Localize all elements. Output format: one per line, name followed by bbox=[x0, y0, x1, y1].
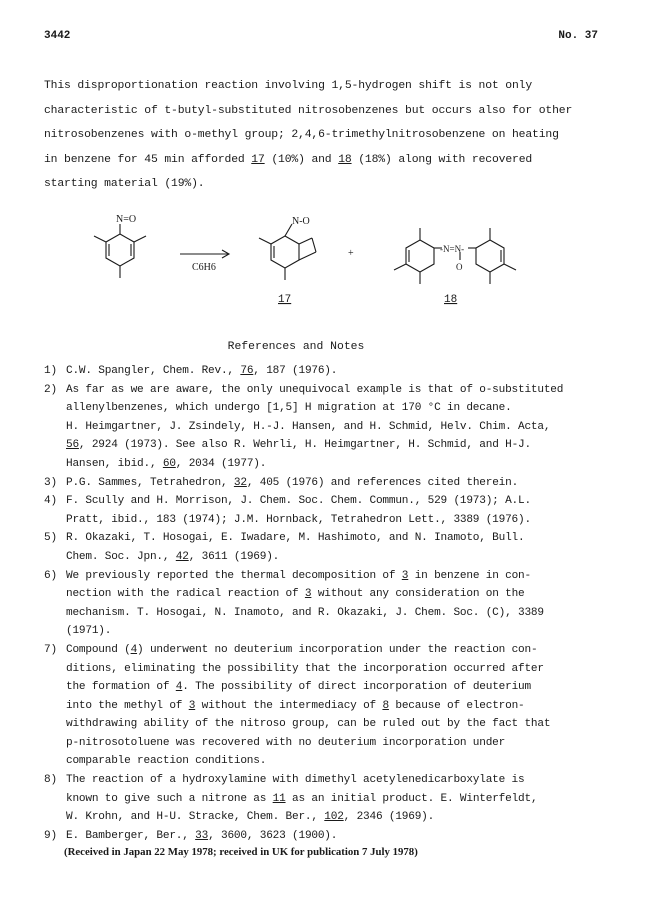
compound-number: 18 bbox=[338, 153, 352, 166]
azoxy-oxygen-label: O bbox=[456, 262, 463, 272]
plus-sign: + bbox=[348, 248, 354, 259]
text-segment: P.G. Sammes, Tetrahedron, bbox=[66, 476, 234, 489]
nitroso-atoms-label: N=O bbox=[116, 214, 137, 225]
intro-paragraph bbox=[44, 74, 634, 197]
text-segment: allenylbenzenes, which undergo [1,5] H migration at 170 °C in decane. bbox=[66, 402, 512, 415]
received-note: (Received in Japan 22 May 1978; received in UK for publication 7 July 1978) bbox=[64, 846, 418, 858]
text-segment: because of electron- bbox=[388, 699, 525, 712]
reference-line bbox=[44, 734, 644, 753]
text-segment: Hansen, ibid., bbox=[66, 457, 163, 470]
text-segment: This disproportionation reaction involving 1,5-hydrogen shift is not only bbox=[44, 80, 533, 92]
text-segment: mechanism. T. Hosogai, N. Inamoto, and R. Okazaki, J. Chem. Soc. (C), 3389 bbox=[66, 606, 544, 619]
reference-number: 9) bbox=[44, 829, 57, 842]
compound-number: 3 bbox=[188, 699, 196, 712]
text-segment: Chem. Soc. Jpn., bbox=[66, 550, 176, 563]
reference-number: 8) bbox=[44, 774, 57, 787]
reference-line bbox=[44, 752, 644, 771]
text-segment: We previously reported the thermal decomposition of bbox=[66, 569, 402, 582]
reference-number: 4) bbox=[44, 495, 57, 508]
text-segment: F. Scully and H. Morrison, J. Chem. Soc. Chem. Commun., 529 (1973); A.L. bbox=[66, 495, 531, 508]
compound-number: 3 bbox=[304, 588, 312, 601]
reference-number: 3) bbox=[44, 476, 57, 489]
text-segment: , 2924 (1973). See also R. Wehrli, H. Heimgartner, H. Schmid, and H-J. bbox=[78, 439, 531, 452]
paragraph-line bbox=[44, 99, 634, 124]
reference-line bbox=[44, 697, 644, 716]
text-segment: withdrawing ability of the nitroso group, can be ruled out by the fact that bbox=[66, 718, 551, 731]
reference-number: 6) bbox=[44, 569, 57, 582]
product-18-structure bbox=[394, 228, 516, 284]
reference-line bbox=[44, 622, 644, 641]
text-segment: E. Bamberger, Ber., bbox=[66, 829, 196, 842]
text-segment: The reaction of a hydroxylamine with dimethyl acetylenedicarboxylate is bbox=[66, 774, 525, 787]
text-segment: (10%) and bbox=[264, 153, 339, 166]
compound-number: 42 bbox=[175, 550, 189, 563]
compound-number: 8 bbox=[382, 699, 389, 712]
text-segment: , 187 (1976). bbox=[253, 365, 338, 377]
text-segment: without the intermediacy of bbox=[195, 699, 383, 712]
paragraph-line bbox=[44, 123, 634, 148]
product-18-label: 18 bbox=[444, 294, 458, 306]
reference-item bbox=[44, 771, 644, 827]
reference-line bbox=[44, 548, 644, 567]
reference-line bbox=[44, 474, 644, 493]
text-segment: H. Heimgartner, J. Zsindely, H.-J. Hansen, and H. Schmid, Helv. Chim. Acta, bbox=[66, 420, 551, 433]
product-17-label: 17 bbox=[278, 294, 292, 306]
compound-number: 76 bbox=[240, 365, 254, 377]
text-segment: into the methyl of bbox=[66, 699, 189, 712]
text-segment: , 3600, 3623 (1900). bbox=[208, 829, 338, 842]
reference-number: 2) bbox=[44, 383, 57, 396]
reference-number: 7) bbox=[44, 643, 57, 656]
reference-line bbox=[44, 362, 644, 381]
compound-number: 3 bbox=[401, 569, 409, 582]
reference-line bbox=[44, 567, 644, 586]
product-17-structure bbox=[259, 224, 316, 280]
reference-line bbox=[44, 790, 644, 809]
compound-number: 60 bbox=[162, 457, 176, 470]
reference-line bbox=[44, 492, 644, 511]
text-segment: (1971). bbox=[66, 625, 112, 638]
compound-number: 56 bbox=[66, 439, 79, 452]
text-segment: comparable reaction conditions. bbox=[66, 755, 267, 768]
compound-number: 4 bbox=[130, 643, 138, 656]
text-segment: , 405 (1976) and references cited therein. bbox=[246, 476, 519, 489]
paragraph-line bbox=[44, 74, 634, 99]
compound-number: 4 bbox=[175, 681, 183, 694]
text-segment: as an initial product. E. Winterfeldt, bbox=[285, 792, 538, 805]
reference-line bbox=[44, 529, 644, 548]
reference-item bbox=[44, 529, 644, 566]
text-segment: nection with the radical reaction of bbox=[66, 588, 305, 601]
reference-item bbox=[44, 381, 644, 474]
text-segment: without any consideration on the bbox=[311, 588, 525, 601]
reference-line bbox=[44, 604, 644, 623]
reference-line bbox=[44, 641, 644, 660]
compound-number: 32 bbox=[233, 476, 247, 489]
text-segment: nitrosobenzenes with o-methyl group; 2,4,6-trimethylnitrosobenzene on heating bbox=[44, 129, 559, 142]
azoxy-atoms-label: -N=N- bbox=[440, 244, 465, 254]
text-segment: in benzene in con- bbox=[408, 569, 531, 582]
reference-item bbox=[44, 492, 644, 529]
references-list bbox=[44, 362, 644, 845]
compound-number: 33 bbox=[195, 829, 209, 842]
reference-item bbox=[44, 567, 644, 641]
reactant-structure bbox=[94, 224, 146, 278]
reference-line bbox=[44, 455, 644, 474]
reference-line bbox=[44, 418, 644, 437]
text-segment: known to give such a nitrone as bbox=[66, 792, 273, 805]
reference-line bbox=[44, 771, 644, 790]
reaction-scheme-drawing bbox=[80, 210, 600, 310]
reference-number: 1) bbox=[44, 365, 57, 377]
reagent-label: C6H6 bbox=[192, 262, 216, 273]
text-segment: ) underwent no deuterium incorporation under the reaction con- bbox=[137, 643, 538, 656]
reference-item bbox=[44, 474, 644, 493]
text-segment: W. Krohn, and H-U. Stracke, Chem. Ber., bbox=[66, 811, 325, 824]
text-segment: p-nitrosotoluene was recovered with no deuterium incorporation under bbox=[66, 736, 506, 749]
text-segment: (18%) along with recovered bbox=[351, 153, 533, 166]
text-segment: . The possibility of direct incorporation of deuterium bbox=[182, 681, 531, 694]
compound-number: 102 bbox=[324, 811, 344, 824]
reference-line bbox=[44, 715, 644, 734]
reference-line bbox=[44, 678, 644, 697]
compound-number: 11 bbox=[272, 792, 286, 805]
text-segment: in benzene for 45 min afforded bbox=[44, 153, 252, 166]
reference-line bbox=[44, 511, 644, 530]
text-segment: , 3611 (1969). bbox=[188, 550, 280, 563]
text-segment: characteristic of t-butyl-substituted nitrosobenzenes but occurs also for other bbox=[44, 104, 573, 117]
text-segment: Compound ( bbox=[66, 643, 131, 656]
reference-item bbox=[44, 641, 644, 771]
text-segment: Pratt, ibid., 183 (1974); J.M. Hornback, Tetrahedron Lett., 3389 (1976). bbox=[66, 513, 531, 526]
reference-number: 5) bbox=[44, 532, 57, 545]
reference-line bbox=[44, 808, 644, 827]
reaction-scheme bbox=[80, 210, 600, 310]
paragraph-line bbox=[44, 148, 634, 173]
reference-line bbox=[44, 660, 644, 679]
compound-number: 17 bbox=[251, 153, 265, 166]
reference-item bbox=[44, 827, 644, 846]
text-segment: the formation of bbox=[66, 681, 176, 694]
reference-line bbox=[44, 436, 644, 455]
text-segment: R. Okazaki, T. Hosogai, E. Iwadare, M. Hashimoto, and N. Inamoto, Bull. bbox=[66, 532, 525, 545]
reference-line bbox=[44, 827, 644, 846]
reference-line bbox=[44, 381, 644, 400]
text-segment: starting material (19%). bbox=[44, 178, 205, 191]
reference-line bbox=[44, 399, 644, 418]
page-number: 3442 bbox=[44, 30, 71, 42]
text-segment: ditions, eliminating the possibility that the incorporation occurred after bbox=[66, 662, 544, 675]
journal-number: No. 37 bbox=[558, 30, 598, 42]
text-segment: As far as we are aware, the only unequivocal example is that of o-substituted bbox=[66, 383, 564, 396]
reaction-arrow bbox=[180, 250, 229, 258]
text-segment: , 2034 (1977). bbox=[175, 457, 267, 470]
text-segment: C.W. Spangler, Chem. Rev., bbox=[66, 365, 241, 377]
reference-item bbox=[44, 362, 644, 381]
paragraph-line bbox=[44, 172, 634, 197]
references-heading: References and Notes bbox=[227, 341, 365, 353]
text-segment: , 2346 (1969). bbox=[343, 811, 435, 824]
isoxazole-atoms-label: N-O bbox=[292, 216, 310, 227]
reference-line bbox=[44, 585, 644, 604]
